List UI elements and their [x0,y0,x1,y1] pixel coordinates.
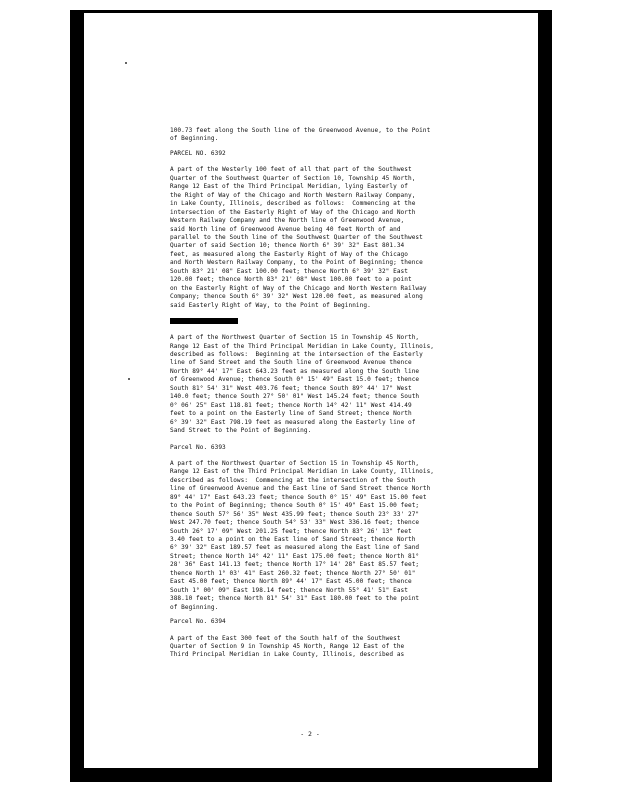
text-line: Company; thence South 6° 39' 32" West 120.00 feet, as measured along [170,293,423,301]
text-line: 28' 36" East 141.13 feet; thence North 17° 14' 28" East 85.57 feet; [170,561,420,569]
text-line: intersection of the Easterly Right of Way of the Chicago and North [170,208,416,216]
scan-speck [125,62,127,64]
text-line: described as follows: Commencing at the intersection of the South [170,476,416,484]
text-line: Range 12 East of the Third Principal Meridian, lying Easterly of [170,183,408,191]
scan-border-bottom [70,768,552,782]
text-line: 0° 06' 25" East 118.81 feet; thence North 14° 42' 11" West 414.49 [170,401,412,409]
text-line: Quarter of Section 9 in Township 45 North, Range 12 East of the [170,643,405,651]
text-line: line of Sand Street and the South line of Greenwood Avenue thence [170,359,412,367]
text-line: feet, as measured along the Easterly Right of Way of the Chicago [170,250,408,258]
text-line: thence South 57° 56' 35" West 435.99 feet; thence South 23° 33' 27" [170,510,420,518]
text-line: 140.0 feet; thence South 27° 50' 01" West 145.24 feet; thence South [170,393,420,401]
text-line: 6° 39' 32" East 189.57 feet as measured along the East line of Sand [170,544,420,552]
document-text [170,127,490,660]
page-number: - 2 - [300,730,320,738]
text-line: of Beginning. [170,135,219,143]
scan-border-left [70,10,84,782]
parcel-heading: Parcel No. 6393 [170,443,226,451]
scan-border-right [538,10,552,782]
text-line: thence North 1° 03' 41" East 260.32 feet; thence North 27° 50' 01" [170,569,416,577]
text-line: Street; thence North 14° 42' 11" East 175.00 feet; thence North 81° [170,552,420,560]
text-line: 6° 39' 32" East 798.19 feet as measured along the Easterly line of [170,418,416,426]
text-line: the Right of Way of the Chicago and North Western Railway Company, [170,191,416,199]
redaction-bar [170,318,238,324]
scan-speck [128,378,130,380]
text-line: South 81° 54' 31" West 403.76 feet; thence South 89° 44' 17" West [170,384,412,392]
text-line: Quarter of said Section 10; thence North 6° 39' 32" East 801.34 [170,242,405,250]
text-line: North 89° 44' 17" East 643.23 feet as measured along the South line [170,367,420,375]
parcel-6394-description [170,635,490,660]
text-line: Range 12 East of the Third Principal Meridian in Lake County, Illinois, [170,342,435,350]
text-line: 89° 44' 17" East 643.23 feet; thence South 0° 15' 49" East 15.00 feet [170,493,427,501]
redacted-parcel-description [170,334,490,435]
text-line: A part of the Northwest Quarter of Section 15 in Township 45 North, [170,459,420,467]
text-line: A part of the Westerly 100 feet of all that part of the Southwest [170,166,412,174]
parcel-heading: Parcel No. 6394 [170,618,226,626]
text-line: Sand Street to the Point of Beginning. [170,427,312,435]
text-line: said North line of Greenwood Avenue being 40 feet North of and [170,225,401,233]
text-line: Western Railway Company and the North line of Greenwood Avenue, [170,217,405,225]
text-line: line of Greenwood Avenue and the East line of Sand Street thence North [170,485,431,493]
text-line: East 45.00 feet; thence North 89° 44' 17" East 45.00 feet; thence [170,578,412,586]
text-line: A part of the East 300 feet of the South half of the Southwest [170,634,401,642]
text-line: 388.10 feet; thence North 81° 54' 31" East 180.00 feet to the point [170,595,420,603]
text-line: parallel to the South line of the Southwest Quarter of the Southwest [170,233,423,241]
text-line: South 1° 00' 09" East 198.14 feet; thence North 55° 41' 51" East [170,586,408,594]
text-line: West 247.70 feet; thence South 54° 53' 33" West 336.16 feet; thence [170,519,420,527]
text-line: 100.73 feet along the South line of the Greenwood Avenue, to the Point [170,127,431,134]
text-line: South 26° 17' 09" West 201.25 feet; thence North 83° 26' 13" feet [170,527,412,535]
parcel-6392-description [170,166,490,310]
text-line: of Beginning. [170,603,219,611]
text-line: of Greenwood Avenue; thence South 0° 15' 49" East 15.0 feet; thence [170,376,420,384]
text-line: Third Principal Meridian in Lake County, Illinois, described as [170,651,405,659]
parcel-6393-description [170,460,490,612]
text-line: said Easterly Right of Way, to the Point of Beginning. [170,301,371,309]
text-line: A part of the Northwest Quarter of Section 15 in Township 45 North, [170,334,420,342]
intro-paragraph [170,127,490,144]
text-line: Quarter of the Southwest Quarter of Section 10, Township 45 North, [170,174,416,182]
parcel-heading: PARCEL NO. 6392 [170,149,226,157]
text-line: feet to a point on the Easterly line of Sand Street; thence North [170,410,412,418]
scan-border-top [70,10,552,13]
text-line: 120.00 feet; thence North 83° 21' 08" West 100.00 feet to a point [170,276,412,284]
text-line: South 83° 21' 08" East 100.00 feet; thence North 6° 39' 32" East [170,267,408,275]
text-line: on the Easterly Right of Way of the Chicago and North Western Railway [170,284,427,292]
text-line: 3.40 feet to a point on the East line of Sand Street; thence North [170,536,416,544]
text-line: to the Point of Beginning; thence South 0° 15' 49" East 15.00 feet; [170,502,420,510]
text-line: and North Western Railway Company, to the Point of Beginning; thence [170,259,423,267]
text-line: described as follows: Beginning at the intersection of the Easterly [170,350,423,358]
text-line: in Lake County, Illinois, described as follows: Commencing at the [170,200,416,208]
text-line: Range 12 East of the Third Principal Meridian in Lake County, Illinois, [170,468,435,476]
